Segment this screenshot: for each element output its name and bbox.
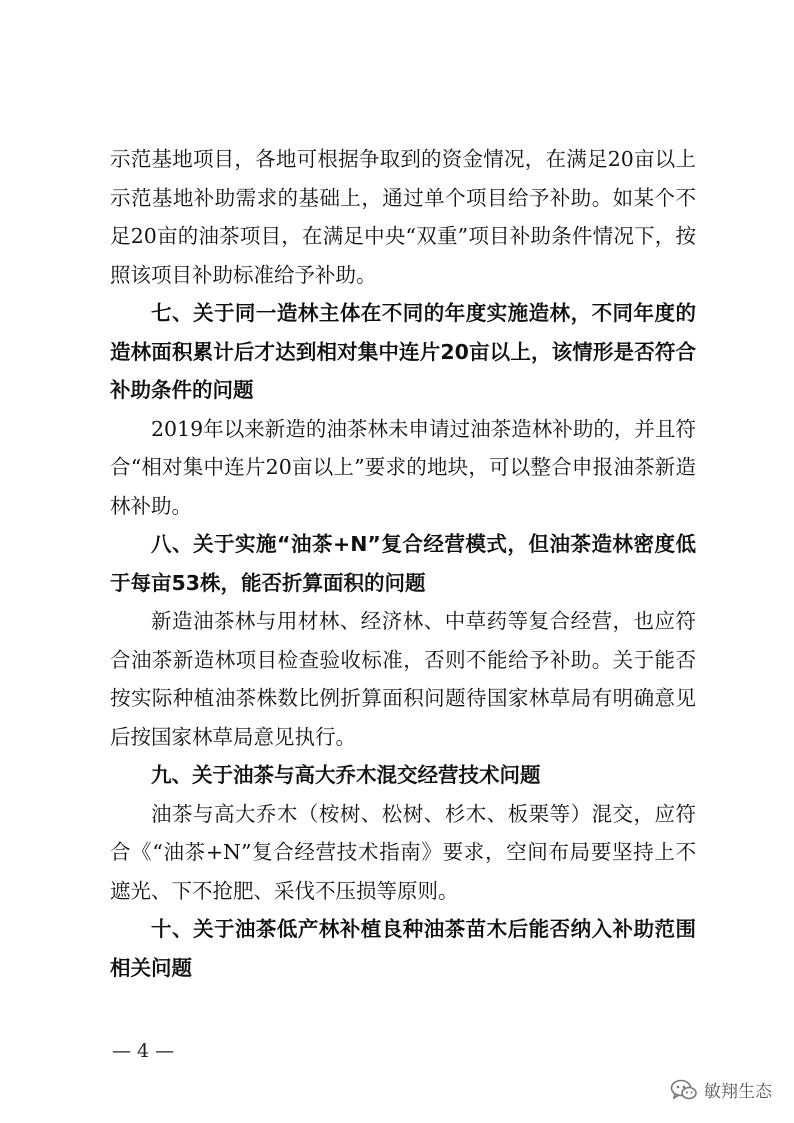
section-heading-9: 九、关于油茶与高大乔木混交经营技术问题: [151, 763, 541, 787]
wechat-icon: [670, 1079, 698, 1101]
paragraph-section-8: 新造油茶林与用材林、经济林、中草药等复合经营，也应符合油茶新造林项目检查验收标准，否则不能给予补助。关于能否按实际种植油茶株数比例折算面积问题待国家林草局有明确意见后按国家林草局意见执行。: [110, 609, 696, 749]
document-body: [110, 140, 696, 987]
wechat-watermark: [670, 1077, 772, 1102]
paragraph-section-9: 油茶与高大乔木（桉树、松树、杉木、板栗等）混交，应符合《“油茶+N”复合经营技术指南》要求，空间布局要坚持上不遮光、下不抢肥、采伐不压损等原则。: [110, 801, 696, 903]
section-heading-7: 七、关于同一造林主体在不同的年度实施造林，不同年度的造林面积累计后才达到相对集中连片20亩以上，该情形是否符合补助条件的问题: [110, 301, 696, 402]
paragraph-section-7: 2019年以来新造的油茶林未申请过油茶造林补助的，并且符合“相对集中连片20亩以上”要求的地块，可以整合申报油茶新造林补助。: [110, 416, 696, 518]
paragraph-continued: 示范基地项目，各地可根据争取到的资金情况，在满足20亩以上示范基地补助需求的基础上，通过单个项目给予补助。如某个不足20亩的油茶项目，在满足中央“双重”项目补助条件情况下，按照该项目补助标准给予补助。: [110, 147, 696, 287]
section-heading-10: 十、关于油茶低产林补植良种油茶苗木后能否纳入补助范围相关问题: [110, 917, 696, 980]
section-heading-8: 八、关于实施“油茶+N”复合经营模式，但油茶造林密度低于每亩53株，能否折算面积的问题: [110, 532, 696, 595]
watermark-text: 敏翔生态: [704, 1082, 772, 1102]
page-number: — 4 —: [112, 1040, 175, 1062]
